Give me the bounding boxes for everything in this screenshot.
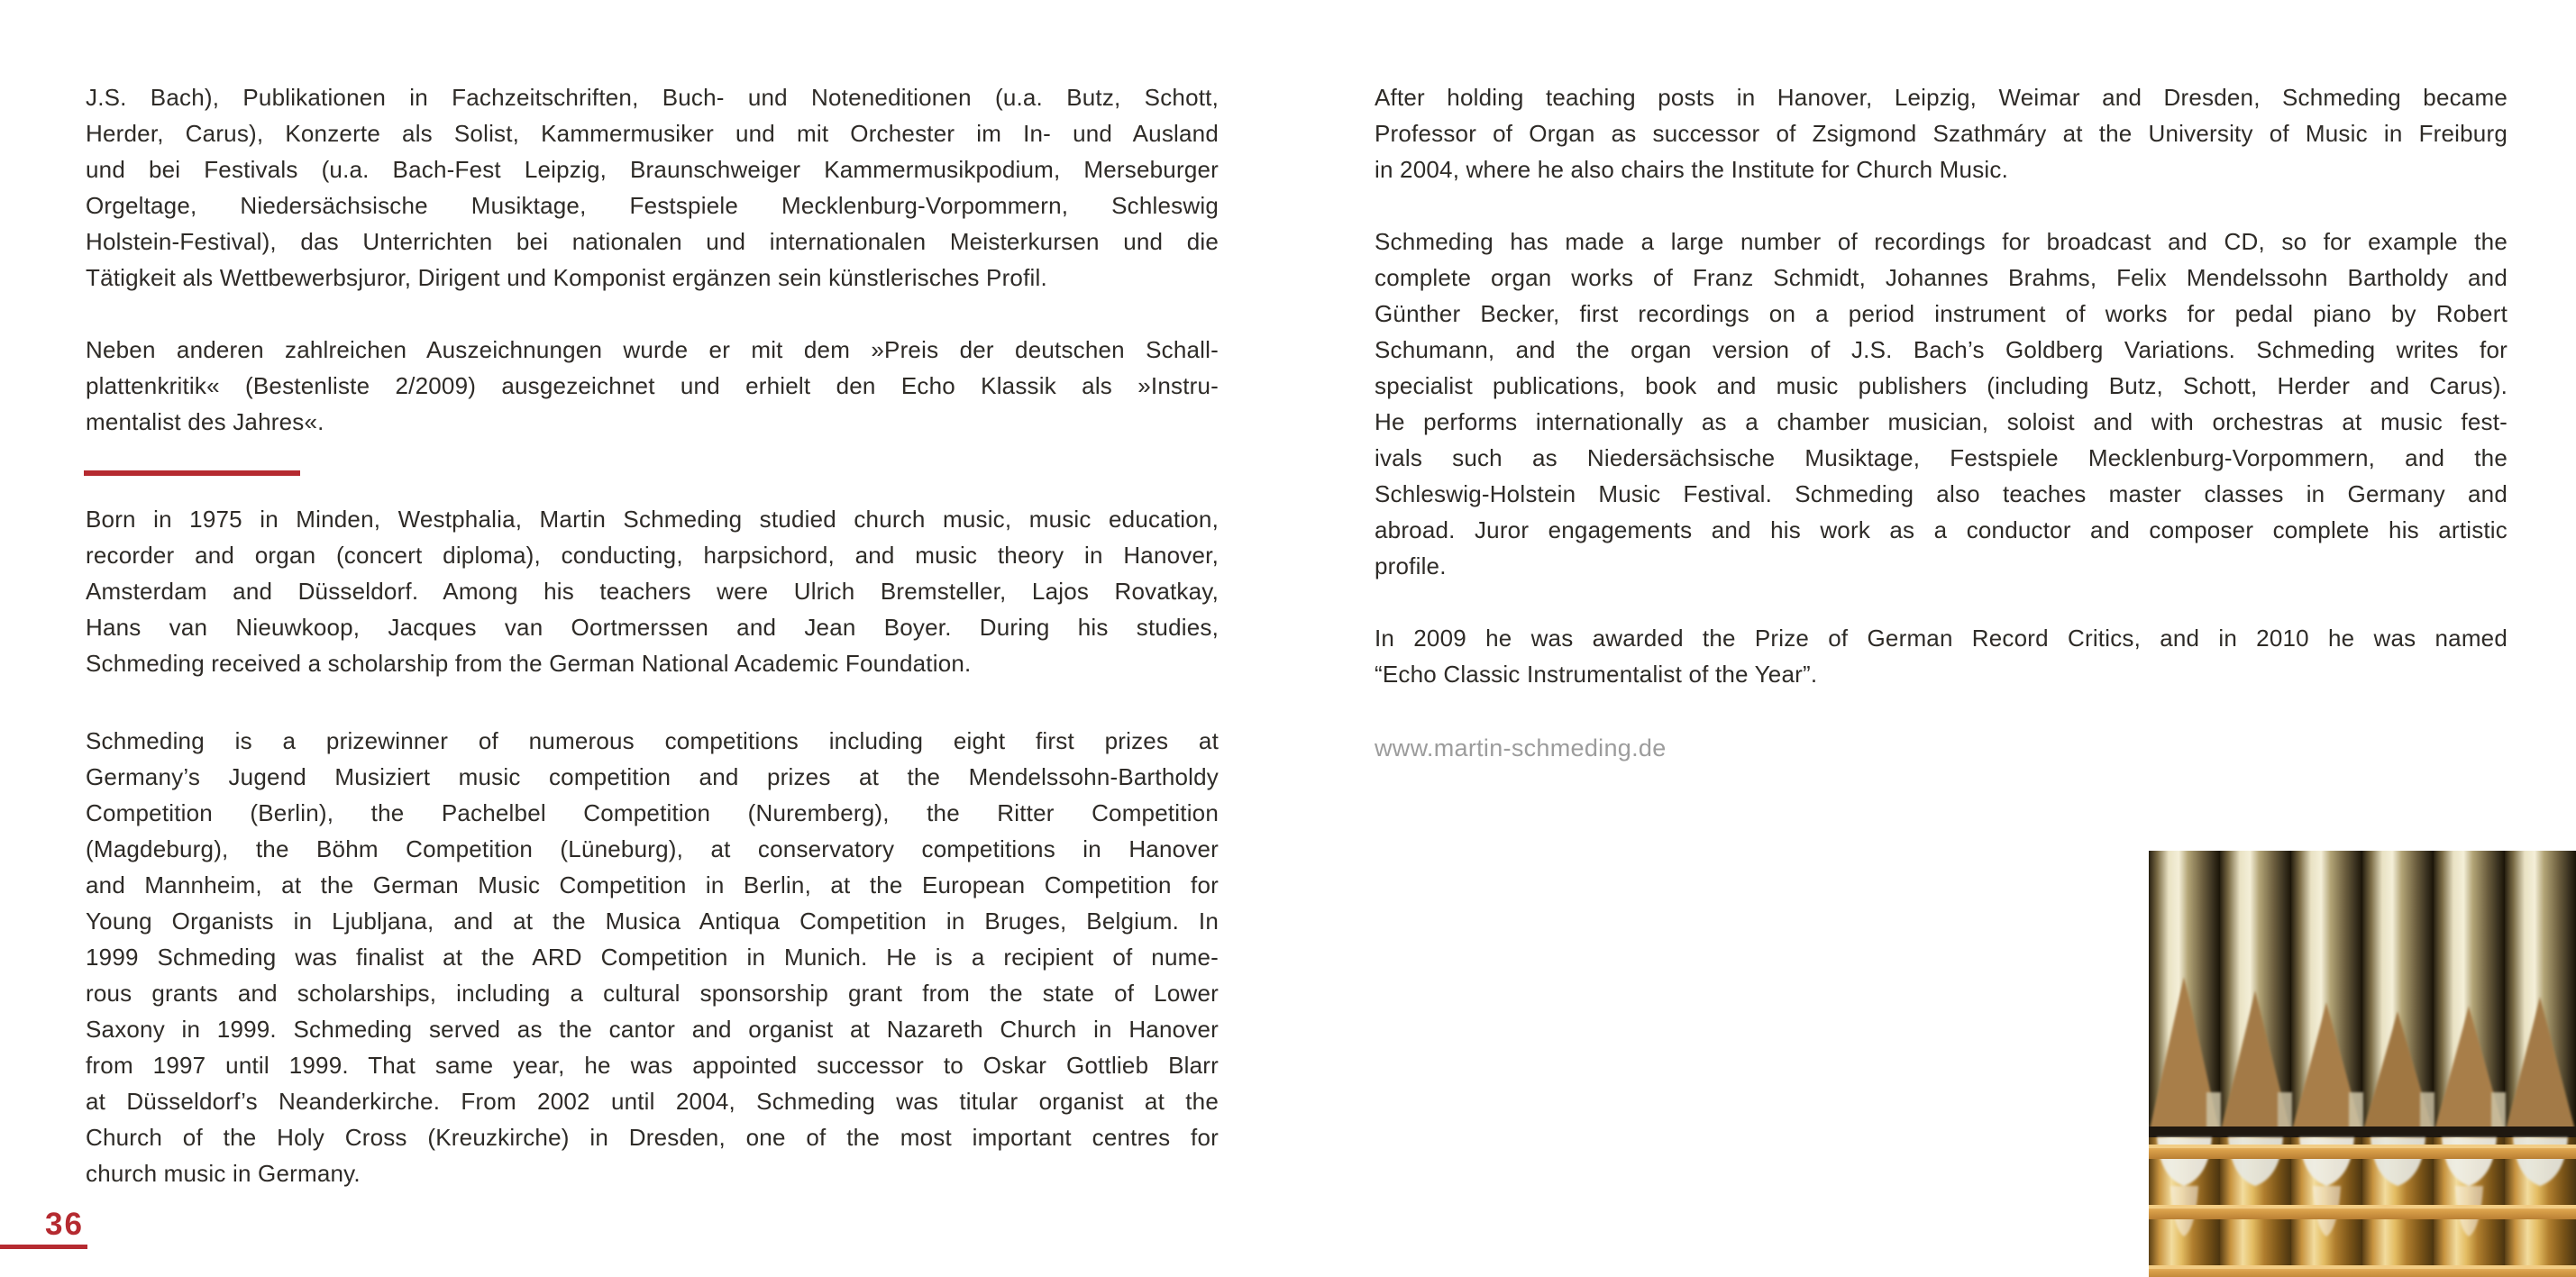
text-line: Schmeding has made a large number of recordings for broadcast and CD, so for example the [1375,228,2507,255]
text-line: Herder, Carus), Konzerte als Solist, Kammermusiker und mit Orchester im In- und Ausland [86,120,1219,147]
text-line: Saxony in 1999. Schmeding served as the cantor and organist at Nazareth Church in Hanover [86,1016,1219,1043]
text-line: Günther Becker, first recordings on a period instrument of works for pedal piano by Robert [1375,300,2507,327]
text-line: at Düsseldorf’s Neanderkirche. From 2002 until 2004, Schmeding was titular organist at the [86,1088,1219,1115]
paragraph-de-publications [86,79,1219,296]
text-line: und bei Festivals (u.a. Bach-Fest Leipzig, Braunschweiger Kammermusikpodium, Merseburger [86,156,1219,183]
page-number-underline [0,1245,87,1249]
text-line: rous grants and scholarships, including a cultural sponsorship grant from the state of Lower [86,980,1219,1007]
text-line: plattenkritik« (Bestenliste 2/2009) ausgezeichnet und erhielt den Echo Klassik als »Instru- [86,372,1219,399]
text-line: (Magdeburg), the Böhm Competition (Lüneburg), at conservatory competitions in Hanover [86,835,1219,862]
text-line: Hans van Nieuwkoop, Jacques van Oortmerssen and Jean Boyer. During his studies, [86,614,1219,641]
text-line: from 1997 until 1999. That same year, he was appointed successor to Oskar Gottlieb Blarr [86,1052,1219,1079]
paragraph-en-competitions [86,723,1219,1191]
text-line: He performs internationally as a chamber musician, soloist and with orchestras at music fest- [1375,408,2507,435]
text-line: Holstein-Festival), das Unterrichten bei nationalen und internationalen Meisterkursen und die [86,228,1219,255]
paragraph-de-awards [86,332,1219,440]
left-page-text-column [86,79,1219,1191]
organ-pipes-illustration [2149,851,2576,1277]
text-line: Professor of Organ as successor of Zsigmond Szathmáry at the University of Music in Freiburg [1375,120,2507,147]
text-line: Germany’s Jugend Musiziert music competition and prizes at the Mendelssohn-Bartholdy [86,763,1219,790]
text-line: in 2004, where he also chairs the Institute for Church Music. [1375,156,2008,183]
text-line: J.S. Bach), Publikationen in Fachzeitschriften, Buch- und Noteneditionen (u.a. Butz, Schott, [86,84,1219,111]
paragraph-en-recordings [1375,223,2507,584]
page-number: 36 [45,1207,84,1242]
text-line: “Echo Classic Instrumentalist of the Year”. [1375,661,1818,688]
text-line: Tätigkeit als Wettbewerbsjuror, Dirigent und Komponist ergänzen sein künstlerisches Profil. [86,264,1047,291]
text-line: profile. [1375,552,1447,579]
text-line: Amsterdam and Düsseldorf. Among his teachers were Ulrich Bremsteller, Lajos Rovatkay, [86,578,1219,605]
text-line: Church of the Holy Cross (Kreuzkirche) in Dresden, one of the most important centres for [86,1124,1219,1151]
paragraph-en-prizes [1375,620,2507,692]
text-line: Schmeding is a prizewinner of numerous competitions including eight first prizes at [86,727,1219,754]
text-line: Orgeltage, Niedersächsische Musiktage, Festspiele Mecklenburg-Vorpommern, Schleswig [86,192,1219,219]
text-line: specialist publications, book and music publishers (including Butz, Schott, Herder and Carus). [1375,372,2507,399]
text-line: Young Organists in Ljubljana, and at the Musica Antiqua Competition in Bruges, Belgium. In [86,908,1219,935]
text-line: ivals such as Niedersächsische Musiktage, Festspiele Mecklenburg-Vorpommern, and the [1375,444,2507,471]
text-line: complete organ works of Franz Schmidt, Johannes Brahms, Felix Mendelssohn Bartholdy and [1375,264,2507,291]
text-line: In 2009 he was awarded the Prize of German Record Critics, and in 2010 he was named [1375,625,2507,652]
text-line: Competition (Berlin), the Pachelbel Competition (Nuremberg), the Ritter Competition [86,799,1219,826]
text-line: and Mannheim, at the German Music Competition in Berlin, at the European Competition for [86,871,1219,898]
organ-pipes-image [2149,851,2576,1277]
text-line: abroad. Juror engagements and his work as a conductor and composer complete his artistic [1375,516,2507,543]
paragraph-en-biography [86,501,1219,681]
text-line: recorder and organ (concert diploma), conducting, harpsichord, and music theory in Hanover, [86,542,1219,569]
artist-website-link[interactable]: www.martin-schmeding.de [1375,734,1667,762]
text-line: Schleswig-Holstein Music Festival. Schmeding also teaches master classes in Germany and [1375,480,2507,507]
text-line: church music in Germany. [86,1160,361,1187]
text-line: Born in 1975 in Minden, Westphalia, Martin Schmeding studied church music, music education, [86,506,1219,533]
text-line: Neben anderen zahlreichen Auszeichnungen wurde er mit dem »Preis der deutschen Schall- [86,336,1219,363]
text-line: Schumann, and the organ version of J.S. Bach’s Goldberg Variations. Schmeding writes for [1375,336,2507,363]
paragraph-en-professorship [1375,79,2507,187]
text-line: mentalist des Jahres«. [86,408,324,435]
text-line: 1999 Schmeding was finalist at the ARD Competition in Munich. He is a recipient of nume- [86,944,1219,971]
right-page-text-column [1375,79,2507,766]
red-section-divider [84,470,300,476]
text-line: Schmeding received a scholarship from the German National Academic Foundation. [86,650,972,677]
text-line: After holding teaching posts in Hanover, Leipzig, Weimar and Dresden, Schmeding became [1375,84,2507,111]
